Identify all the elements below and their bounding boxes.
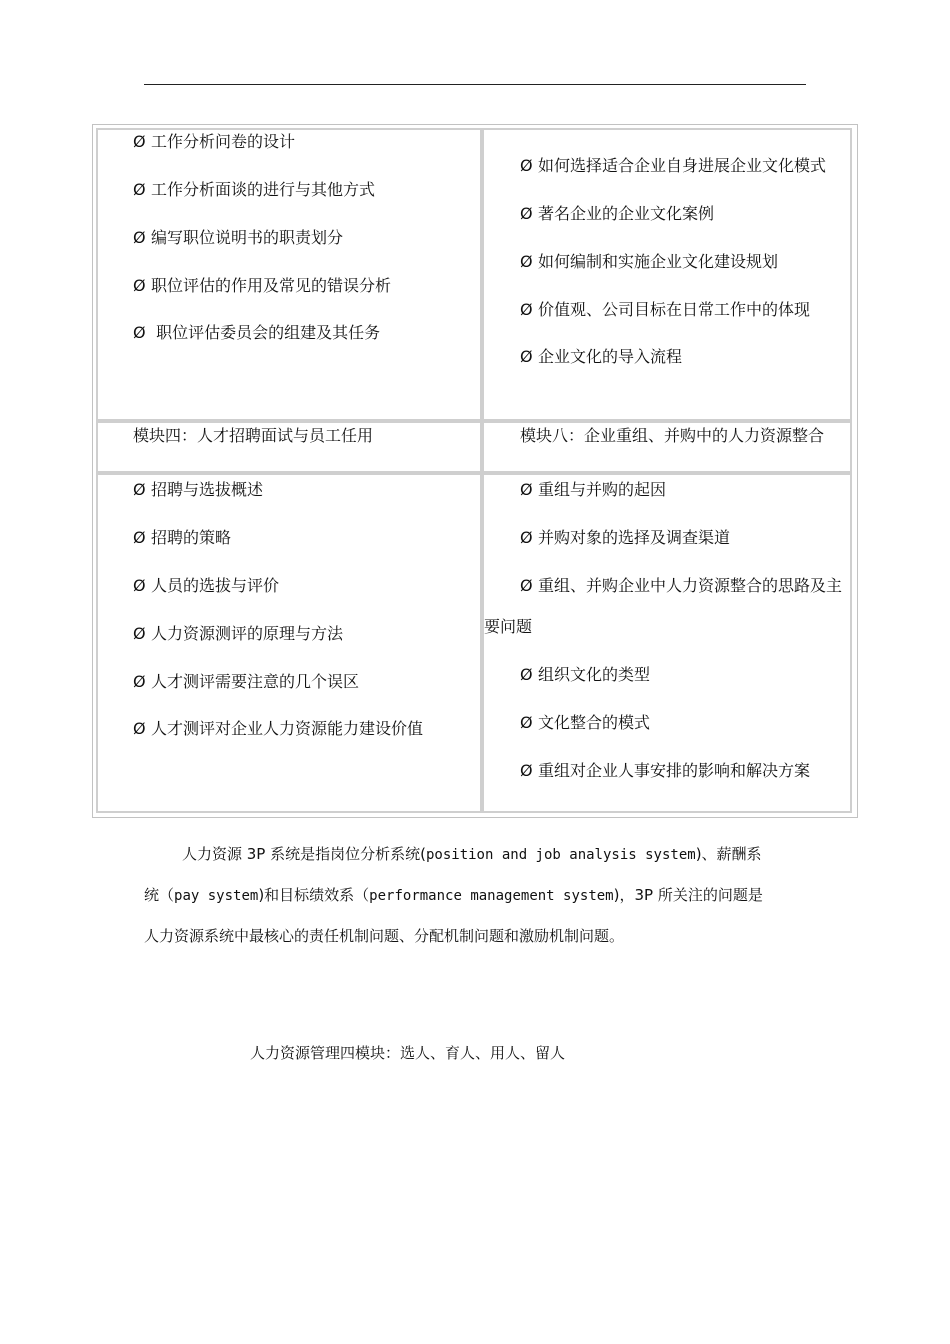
list-item: Ø 重组对企业人事安排的影响和解决方案 bbox=[520, 761, 811, 780]
module-eight-header: 模块八：企业重组、并购中的人力资源整合 bbox=[520, 426, 825, 445]
four-modules-line: 人力资源管理四模块：选人、育人、用人、留人 bbox=[250, 1044, 566, 1062]
list-item: Ø 企业文化的导入流程 bbox=[520, 347, 683, 366]
list-item: Ø 招聘的策略 bbox=[133, 528, 232, 547]
list-item: Ø 职位评估的作用及常见的错误分析 bbox=[133, 276, 392, 295]
list-item: Ø 工作分析问卷的设计 bbox=[133, 132, 296, 151]
list-item: Ø 招聘与选拔概述 bbox=[133, 480, 264, 499]
cell-top-left bbox=[96, 128, 482, 421]
list-item: Ø 组织文化的类型 bbox=[520, 665, 651, 684]
list-item: Ø 人力资源测评的原理与方法 bbox=[133, 624, 344, 643]
list-item: Ø 人才测评需要注意的几个误区 bbox=[133, 672, 360, 691]
list-item: Ø 人员的选拔与评价 bbox=[133, 576, 280, 595]
list-item: Ø 人才测评对企业人力资源能力建设价值 bbox=[133, 719, 424, 738]
list-item: Ø 并购对象的选择及调查渠道 bbox=[520, 528, 731, 547]
list-item: Ø 价值观、公司目标在日常工作中的体现 bbox=[520, 300, 811, 319]
list-item: Ø 如何选择适合企业自身进展企业文化模式 bbox=[520, 156, 827, 175]
list-item: Ø 职位评估委员会的组建及其任务 bbox=[133, 323, 381, 342]
list-item: Ø 著名企业的企业文化案例 bbox=[520, 204, 715, 223]
paragraph-line-1: 人力资源 3P 系统是指岗位分析系统(position and job analysis system)、薪酬系 bbox=[182, 845, 762, 863]
list-item: Ø 如何编制和实施企业文化建设规划 bbox=[520, 252, 779, 271]
list-item-continuation: 要问题 bbox=[484, 617, 533, 636]
list-item: Ø 重组与并购的起因 bbox=[520, 480, 667, 499]
paragraph-line-3: 人力资源系统中最核心的责任机制问题、分配机制问题和激励机制问题。 bbox=[144, 927, 625, 945]
list-item: Ø 重组、并购企业中人力资源整合的思路及主 bbox=[520, 576, 843, 595]
paragraph-line-2: 统（pay system)和目标绩效系（performance management system)，3P 所关注的问题是 bbox=[144, 886, 763, 904]
list-item: Ø 工作分析面谈的进行与其他方式 bbox=[133, 180, 376, 199]
module-four-header: 模块四：人才招聘面试与员工任用 bbox=[133, 426, 374, 445]
list-item: Ø 文化整合的模式 bbox=[520, 713, 651, 732]
header-rule bbox=[144, 84, 806, 85]
list-item: Ø 编写职位说明书的职责划分 bbox=[133, 228, 344, 247]
